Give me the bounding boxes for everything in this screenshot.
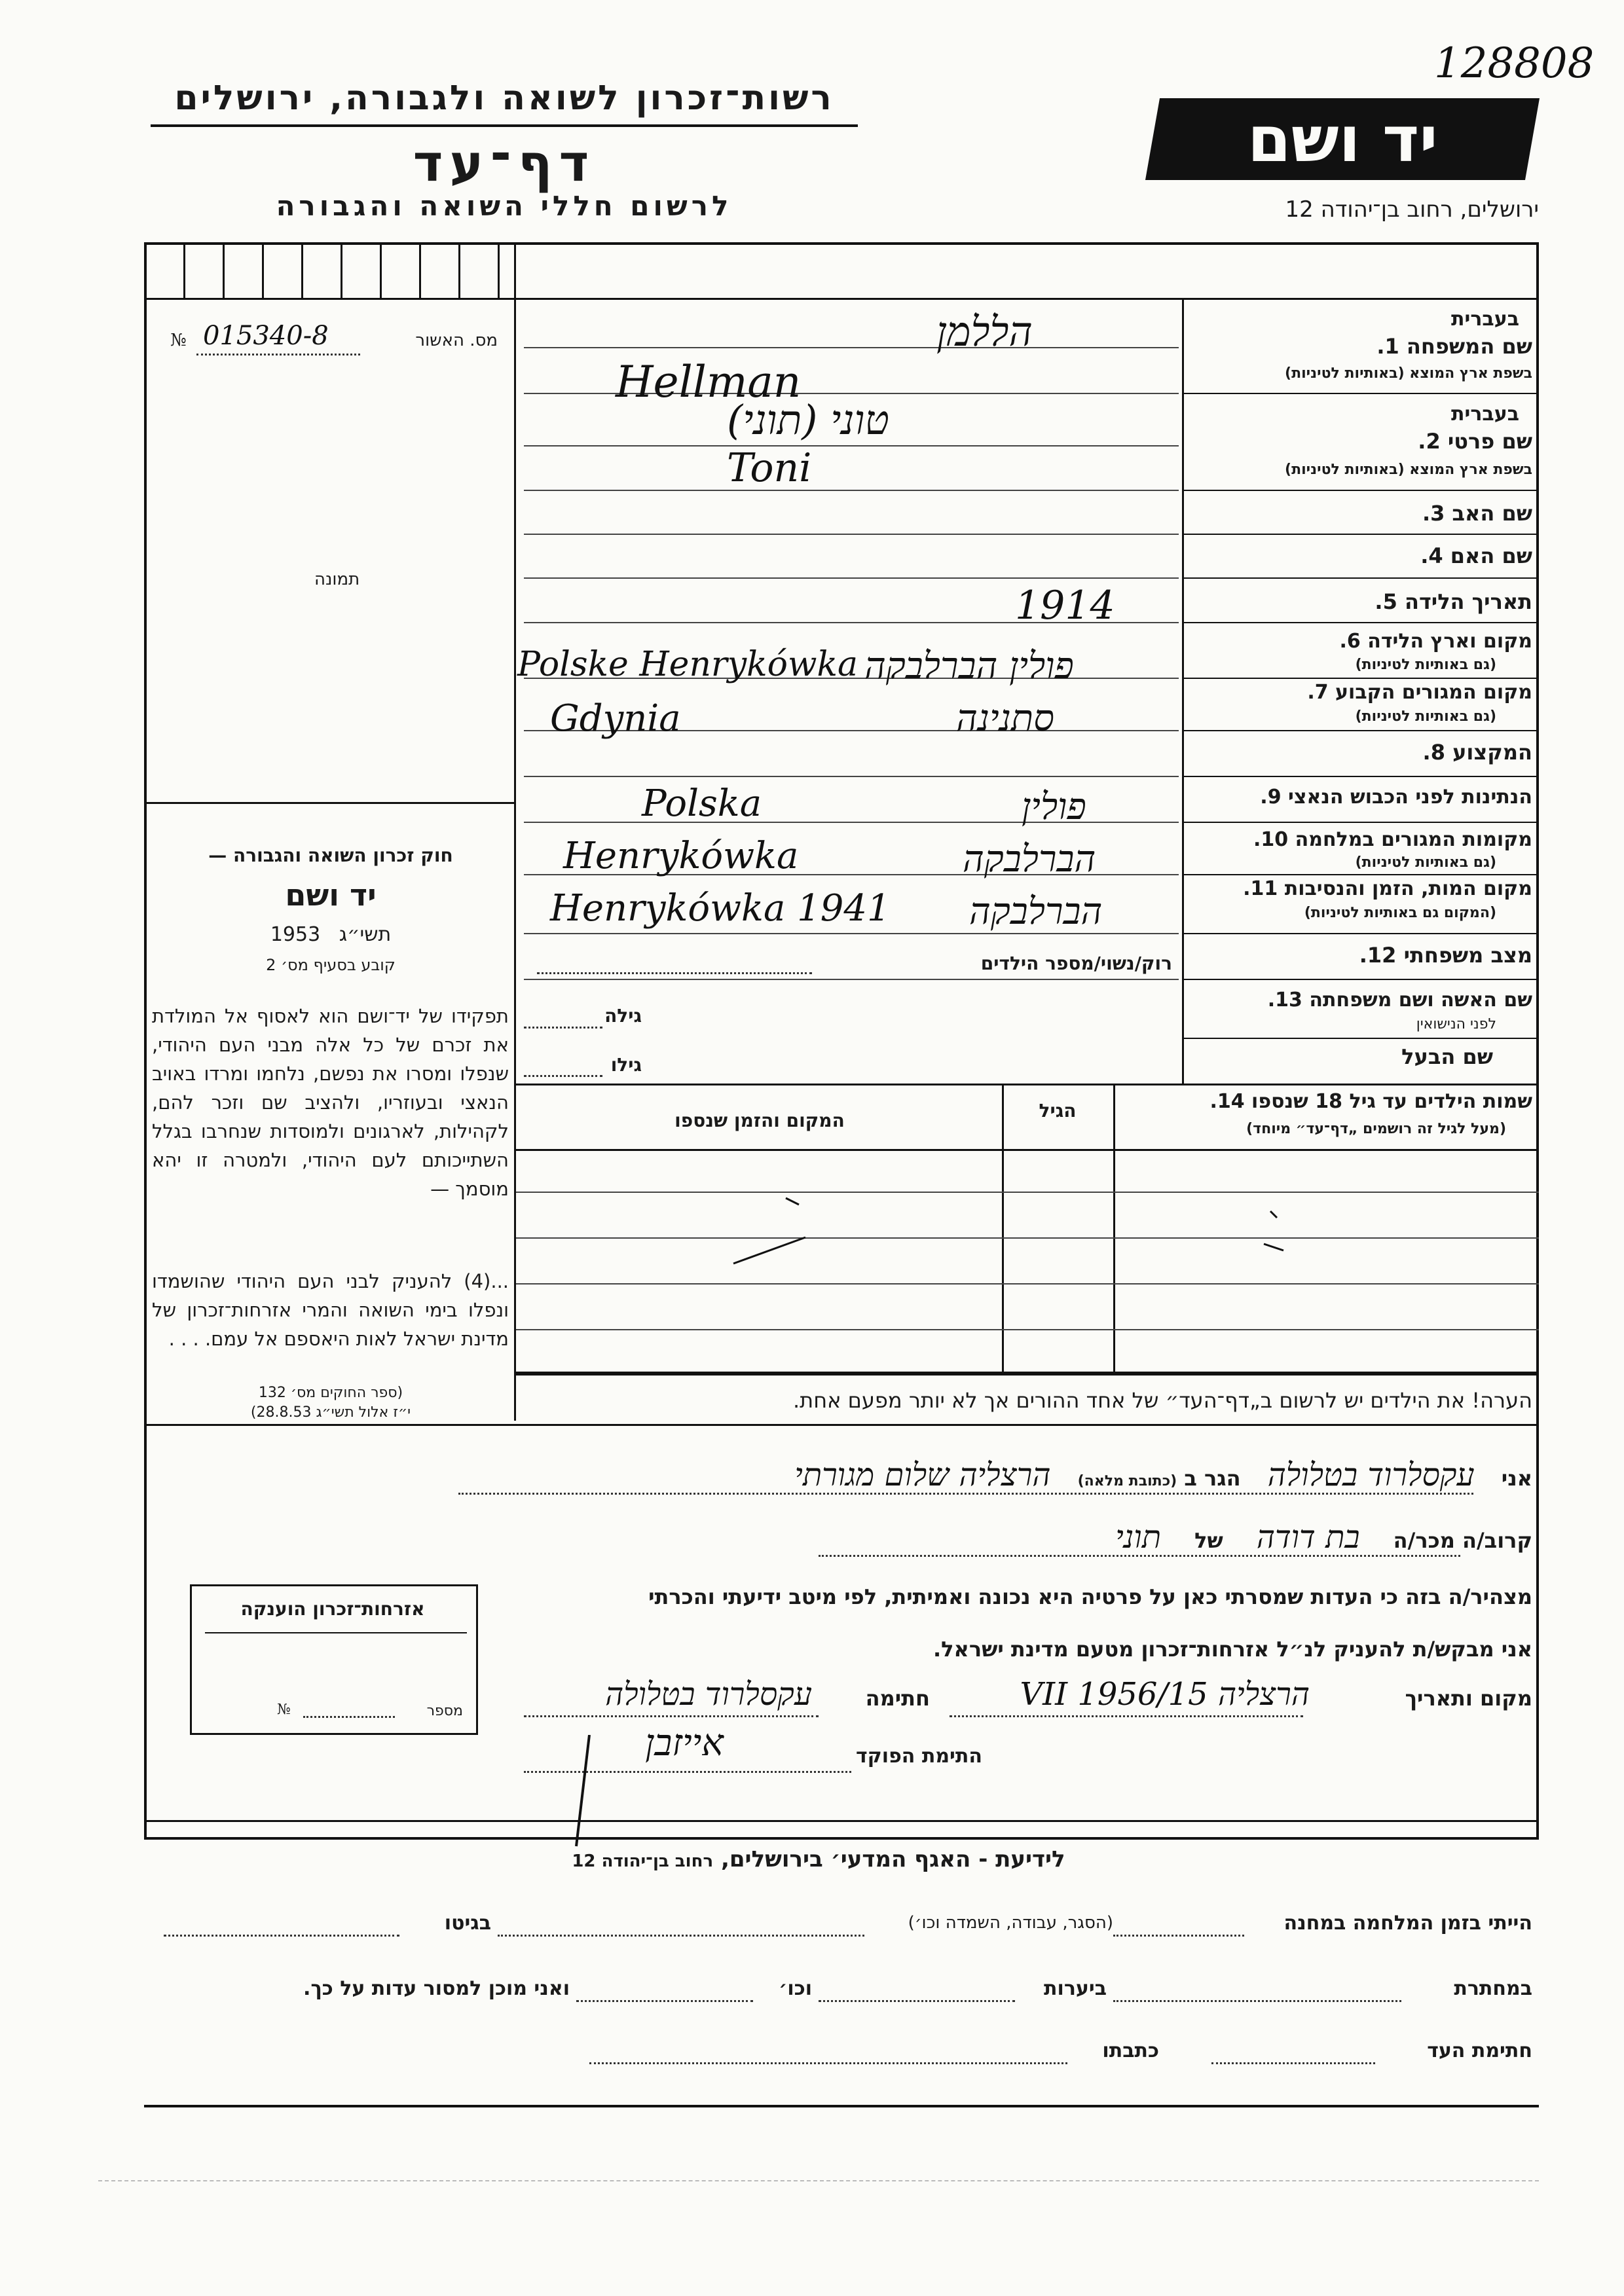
sep-11 xyxy=(1184,933,1538,934)
field-12-num: 12. xyxy=(1359,943,1397,968)
footer-line-1-c: בגיטו xyxy=(444,1912,491,1935)
place-date-value: הרצליה 15/VII 1956 xyxy=(1020,1676,1310,1713)
witness-line-3: מצהיר/ה בזה כי העדות שמסרתי כאן על פרטיה היא נכונה ואמיתית, לפי מיטב ידיעתי והכרתי xyxy=(648,1584,1532,1609)
footer-line-3-a: חתימת העד xyxy=(1427,2039,1532,2062)
citizenship-no-symbol: № xyxy=(277,1702,291,1718)
field-5-label xyxy=(1192,589,1532,614)
witness-lives-in: הגר ב xyxy=(1184,1466,1241,1491)
field-4-num: 4. xyxy=(1420,543,1443,568)
footer-title xyxy=(458,1846,1179,1872)
footer-line-2-c: וכו׳ xyxy=(779,1977,812,2000)
signature-value: עקסלרוד בטלולה xyxy=(605,1676,812,1713)
sep-8 xyxy=(1184,776,1538,777)
witness-line-1 xyxy=(458,1457,1532,1493)
field-9-text: הנתינות לפני הכבוש הנאצי xyxy=(1288,786,1532,809)
children-title-text: שמות הילדים עד גיל 18 שנספו xyxy=(1251,1090,1532,1113)
field-1-num: 1. xyxy=(1376,334,1399,359)
law-text-1: תפקידו של יד־ושם הוא לאסוף אל המולדת את זכרם של כל אלה מבני העם היהודי, שנפלו ומסרו את נפשם, נלחמו ומרדו באויב הנאצי ובעוזריו, ולהציב שם וזכר להם, לקהילות, לארגונים ולמוסדות שנחרבו בגלל השתייכותם לעם היהודי, ולמטרה זו יהא מוסמך — xyxy=(152,1005,509,1200)
form-title: דף־עד xyxy=(413,134,596,193)
footer-top xyxy=(144,1820,1539,1822)
death-place-latin: Henrykówka 1941 xyxy=(550,887,891,930)
note-top xyxy=(516,1374,1539,1376)
form-subtitle: לרשום חללי השואה והגבורה xyxy=(276,190,733,222)
field-11-num: 11. xyxy=(1243,877,1278,900)
field-6-num: 6. xyxy=(1339,630,1361,653)
field-6-text: מקום וארץ הלידה xyxy=(1367,630,1532,653)
registration-label: מס. האשור xyxy=(415,331,498,350)
note-bottom xyxy=(144,1424,1539,1426)
age-dots-male xyxy=(524,1075,602,1077)
sep-6 xyxy=(1184,678,1538,679)
birthplace-hebrew: פולין הברלבקה xyxy=(864,645,1074,687)
field-6-label xyxy=(1192,630,1532,653)
children-col-age: הגיל xyxy=(1039,1100,1077,1121)
header-address: ירושלים, רחוב בן־יהודה 12 xyxy=(1285,196,1539,223)
footer-line-2-a: במחתרת xyxy=(1454,1977,1532,2000)
law-ref-1: (ספר החוקים מס׳ 132 xyxy=(258,1385,403,1401)
footer-line-1-dots-b xyxy=(498,1935,864,1937)
wartime-residence-latin: Henrykówka xyxy=(563,835,799,877)
birthdate-value: 1914 xyxy=(1015,583,1115,629)
footer-line-1-b: (הסגר, עבודה, השמדה וכו׳) xyxy=(908,1913,1113,1933)
field-11-label xyxy=(1192,877,1532,900)
field-10-label xyxy=(1192,828,1532,851)
field-9-num: 9. xyxy=(1260,786,1282,809)
field-11-text: מקום המות, הזמן והנסיבות xyxy=(1284,877,1532,900)
officer-signature: אייזבן xyxy=(645,1722,724,1764)
field-7-num: 7. xyxy=(1307,681,1329,704)
signature-label: חתימה xyxy=(865,1686,930,1711)
sep-1 xyxy=(1184,393,1538,394)
witness-name: עקסלרוד בטלולה xyxy=(1267,1457,1475,1493)
footer-line-2-b: ביערות xyxy=(1044,1977,1107,2000)
footer-line-2-dots-c xyxy=(576,2000,753,2002)
rule-a xyxy=(524,347,1179,348)
witness-line-2 xyxy=(786,1519,1532,1556)
field-13-num: 13. xyxy=(1267,989,1302,1011)
age-dots-female xyxy=(524,1027,602,1029)
field-5-num: 5. xyxy=(1375,589,1397,614)
witness-line-1-dots xyxy=(458,1493,1473,1495)
sep-12 xyxy=(1184,979,1538,980)
firstname-latin: Toni xyxy=(727,445,812,491)
sep-13 xyxy=(1184,1038,1538,1039)
witness-prefix: אני xyxy=(1501,1466,1532,1491)
rule-j xyxy=(524,776,1179,777)
firstname-hebrew: טוני (תוני) xyxy=(727,396,889,444)
field-2-sub: בשפת ארץ המוצא (באותיות לטיניות) xyxy=(1285,462,1532,478)
residence-hebrew: סתנינה xyxy=(956,697,1054,740)
footer-line-1-a: הייתי בזמן המלחמה במחנה xyxy=(1283,1912,1532,1935)
children-top xyxy=(516,1084,1539,1085)
law-name: יד ושם xyxy=(285,877,377,913)
age-label-male: גילו xyxy=(610,1054,642,1076)
marital-line-label: רוק/נשוי/מספר הילדים xyxy=(980,953,1172,974)
citizenship-box-title: אזרחות־זכרון הוענקה xyxy=(240,1598,425,1620)
field-3-text: שם האב xyxy=(1452,501,1532,526)
law-ref-2: י״ז אלול תשי״ג 28.8.53) xyxy=(250,1404,411,1421)
form-bottom xyxy=(144,2105,1539,2107)
field-1-text: שם המשפחה xyxy=(1406,334,1532,359)
surname-latin: Hellman xyxy=(616,357,802,407)
authority-underline xyxy=(151,124,858,127)
death-place-hebrew: הברלבקה xyxy=(969,890,1103,933)
footer-line-2-dots-a xyxy=(1113,2000,1401,2002)
field-11-sub: (המקום גם באותיות לטיניות) xyxy=(1304,905,1496,921)
citizenship-box-rule xyxy=(205,1632,467,1633)
field-8-text: המקצוע xyxy=(1452,740,1532,765)
rule-e xyxy=(524,534,1179,535)
field-1-sub: בשפת ארץ המוצא (באותיות לטיניות) xyxy=(1285,365,1532,382)
label-column-divider xyxy=(1182,298,1184,1084)
field-13-sub: לפני הנישואין xyxy=(1416,1016,1496,1032)
field-6-sub: (גם באותיות לטיניות) xyxy=(1355,657,1496,673)
sep-5 xyxy=(1184,622,1538,623)
birthplace-latin: Polske Henrykówka xyxy=(517,645,858,684)
field-10-num: 10. xyxy=(1253,828,1289,851)
photo-box-bottom xyxy=(144,802,516,804)
witness-relative-name: תוני xyxy=(1115,1519,1161,1556)
field-1-label xyxy=(1192,334,1532,359)
sep-4 xyxy=(1184,577,1538,579)
sep-3 xyxy=(1184,534,1538,535)
surname-hebrew: הללמן xyxy=(936,308,1033,355)
citizenship-number-label: מספר xyxy=(426,1703,463,1719)
field-7-sub: (גם באותיות לטיניות) xyxy=(1355,708,1496,725)
sep-7 xyxy=(1184,730,1538,731)
residence-latin: Gdynia xyxy=(550,697,681,740)
children-strike-marks xyxy=(720,1172,1310,1342)
sep-10 xyxy=(1184,874,1538,875)
footer-line-3-dots-a xyxy=(1211,2062,1375,2064)
law-text-2: ...(4) להעניק לבני העם היהודי שהושמדו ונפלו בימי השואה והמרי אזרחות־זכרון של מדינת ישראל לאות היאספם אל עמם. . . . xyxy=(152,1270,509,1350)
field-2-label xyxy=(1192,429,1532,454)
nationality-latin: Polska xyxy=(642,782,762,825)
yad-vashem-logo xyxy=(1145,98,1540,180)
field-7-label xyxy=(1192,681,1532,704)
nationality-hebrew: פולין xyxy=(1022,786,1086,828)
children-sub: (מעל לגיל זה רושמים „דף־עד״ מיוחד) xyxy=(1246,1121,1506,1137)
witness-address-sub: (כתובת מלאה) xyxy=(1077,1473,1177,1489)
top-boxes xyxy=(144,242,517,300)
law-clause: קובע בסעיף מס׳ 2 xyxy=(266,956,396,974)
sep-2 xyxy=(1184,490,1538,491)
law-year-heb: תשי״ג xyxy=(339,923,392,946)
witness-line-2-dots xyxy=(819,1555,1460,1557)
rule-f xyxy=(524,577,1179,579)
marital-dots xyxy=(537,972,812,974)
field-4-label xyxy=(1192,543,1532,568)
footer-line-3-dots-b xyxy=(589,2062,1067,2064)
children-title xyxy=(1120,1090,1532,1113)
field-1-lang: בעברית xyxy=(1451,308,1519,331)
rule-d xyxy=(524,490,1179,491)
footer-line-2-d: ואני מוכן למסור עדות על כך. xyxy=(303,1977,570,2000)
field-2-text: שם פרטי xyxy=(1447,429,1532,454)
law-year xyxy=(154,923,507,946)
officer-signature-stroke xyxy=(563,1735,602,1853)
place-dots xyxy=(950,1715,1303,1717)
field-13-label xyxy=(1192,989,1532,1011)
logo-text: יד ושם xyxy=(1247,102,1438,176)
rule-m xyxy=(524,933,1179,934)
field-13-text: שם האשה ושם משפחתה xyxy=(1309,989,1532,1011)
field-10-sub: (גם באותיות לטיניות) xyxy=(1355,854,1496,871)
witness-line-4: אני מבקש/ת להעניק לנ״ל אזרחות־זכרון מטעם מדינת ישראל. xyxy=(933,1637,1532,1662)
registration-dots xyxy=(196,354,360,355)
rule-n xyxy=(524,979,1179,980)
children-col-place: המקום והזמן שנספו xyxy=(674,1110,845,1131)
field-5-text: תאריך הלידה xyxy=(1404,589,1532,614)
field-3-num: 3. xyxy=(1422,501,1445,526)
witness-relation: בת דודה xyxy=(1256,1519,1360,1556)
registration-number: 015340-8 xyxy=(203,321,329,351)
witness-address: הרצליה שלום מגורתי xyxy=(794,1457,1051,1493)
footer-line-1-dots-a xyxy=(1113,1935,1244,1937)
field-12-text: מצב משפחתי xyxy=(1403,943,1532,968)
children-num: 14. xyxy=(1209,1090,1245,1113)
photo-label: תמונה xyxy=(314,570,360,589)
field-2-lang: בעברית xyxy=(1451,403,1519,426)
sep-9 xyxy=(1184,822,1538,823)
place-date-label: מקום ותאריך xyxy=(1405,1686,1532,1711)
husband-label: שם הבעל xyxy=(1401,1044,1493,1069)
citizenship-number-dots xyxy=(303,1716,395,1718)
footer-title-text: לידיעת - האגף המדעי׳ בירושלים, xyxy=(720,1846,1065,1872)
citizenship-box xyxy=(190,1584,478,1735)
field-8-num: 8. xyxy=(1422,740,1445,765)
officer-label: התימת הפוקד xyxy=(856,1745,982,1768)
field-2-num: 2. xyxy=(1418,429,1441,454)
field-8-label xyxy=(1192,740,1532,765)
archive-number: 128808 xyxy=(1434,39,1595,88)
registration-no-symbol: № xyxy=(170,331,187,350)
law-year-num: 1953 xyxy=(270,923,321,946)
footer-line-3-b: כתבתו xyxy=(1102,2039,1159,2062)
witness-relation-label: קרוב/ה מכר/ה xyxy=(1393,1528,1532,1553)
witness-of-label: של xyxy=(1194,1528,1223,1553)
field-7-text: מקום המגורים הקבוע xyxy=(1335,681,1532,704)
rule-c xyxy=(524,445,1179,446)
note-text: הערה! את הילדים יש לרשום ב„דף־העד״ של אחד ההורים אך לא יותר מפעם אחת. xyxy=(792,1388,1532,1413)
footer-address: רחוב בן־יהודה 12 xyxy=(572,1851,714,1871)
field-10-text: מקומות המגורים במלחמה xyxy=(1295,828,1532,851)
scan-edge-dots xyxy=(98,2180,1539,2181)
children-header-bottom xyxy=(516,1149,1539,1151)
field-9-label xyxy=(1192,786,1532,809)
left-column-divider xyxy=(514,242,516,1421)
field-12-label xyxy=(1192,943,1532,968)
field-4-text: שם האם xyxy=(1450,543,1532,568)
signature-dots xyxy=(524,1715,819,1717)
footer-line-1-dots-c xyxy=(164,1935,399,1937)
law-title: חוק זכרון השואה והגבורה — xyxy=(208,845,453,866)
wartime-residence-hebrew: הברלבקה xyxy=(963,838,1096,881)
field-3-label xyxy=(1192,501,1532,526)
footer-line-2-dots-b xyxy=(819,2000,1015,2002)
authority-line: רשות־זכרון לשואה ולגבורה, ירושלים xyxy=(174,79,834,118)
age-label-female: גילה xyxy=(604,1005,642,1027)
